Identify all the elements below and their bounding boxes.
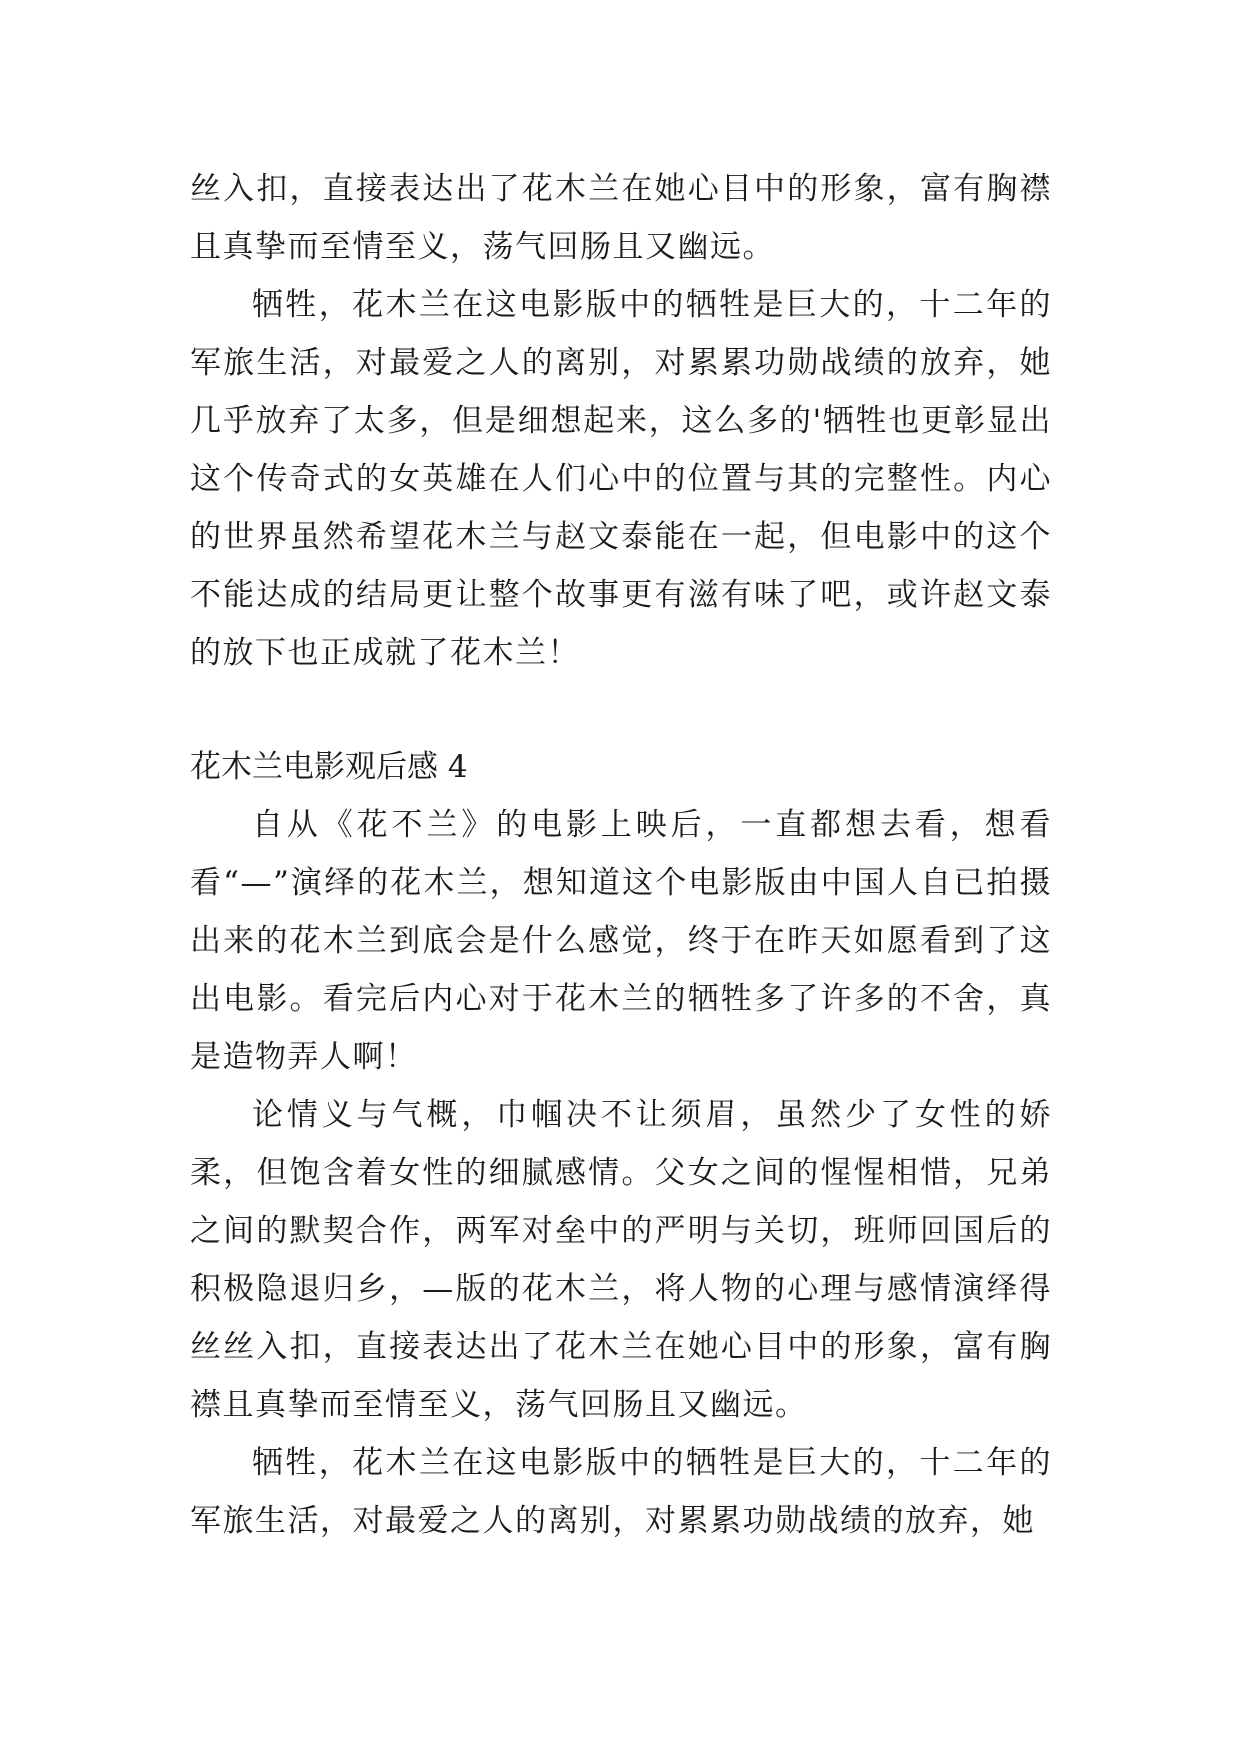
document-body [190, 160, 1052, 1550]
section-heading: 花木兰电影观后感 4 [190, 749, 468, 785]
paragraph-sacrifice: 牺牲，花木兰在这电影版中的牺牲是巨大的，十二年的军旅生活，对最爱之人的离别，对累累功勋战绩的放弃，她几乎放弃了太多，但是细想起来，这么多的'牺牲也更彰显出这个传奇式的女英雄在人们心中的位置与其的完整性。内心的世界虽然希望花木兰与赵文泰能在一起，但电影中的这个不能达成的结局更让整个故事更有滋有味了吧，或许赵文泰的放下也正成就了花木兰！ [190, 287, 1052, 671]
paragraph-sacrifice-cut: 牺牲，花木兰在这电影版中的牺牲是巨大的，十二年的军旅生活，对最爱之人的离别，对累累功勋战绩的放弃，她 [190, 1445, 1052, 1539]
section-spacer [190, 682, 1052, 738]
paragraph-continuation: 丝入扣，直接表达出了花木兰在她心目中的形象，富有胸襟且真挚而至情至义，荡气回肠且又幽远。 [190, 171, 1052, 265]
paragraph-emotion: 论情义与气概，巾帼决不让须眉，虽然少了女性的娇柔，但饱含着女性的细腻感情。父女之间的惺惺相惜，兄弟之间的默契合作，两军对垒中的严明与关切，班师回国后的积极隐退归乡，—版的花木兰，将人物的心理与感情演绎得丝丝入扣，直接表达出了花木兰在她心目中的形象，富有胸襟且真挚而至情至义，荡气回肠且又幽远。 [190, 1097, 1052, 1423]
paragraph-intro: 自从《花不兰》的电影上映后，一直都想去看，想看看“—”演绎的花木兰，想知道这个电影版由中国人自已拍摄出来的花木兰到底会是什么感觉，终于在昨天如愿看到了这出电影。看完后内心对于花木兰的牺牲多了许多的不舍，真是造物弄人啊！ [190, 807, 1052, 1075]
